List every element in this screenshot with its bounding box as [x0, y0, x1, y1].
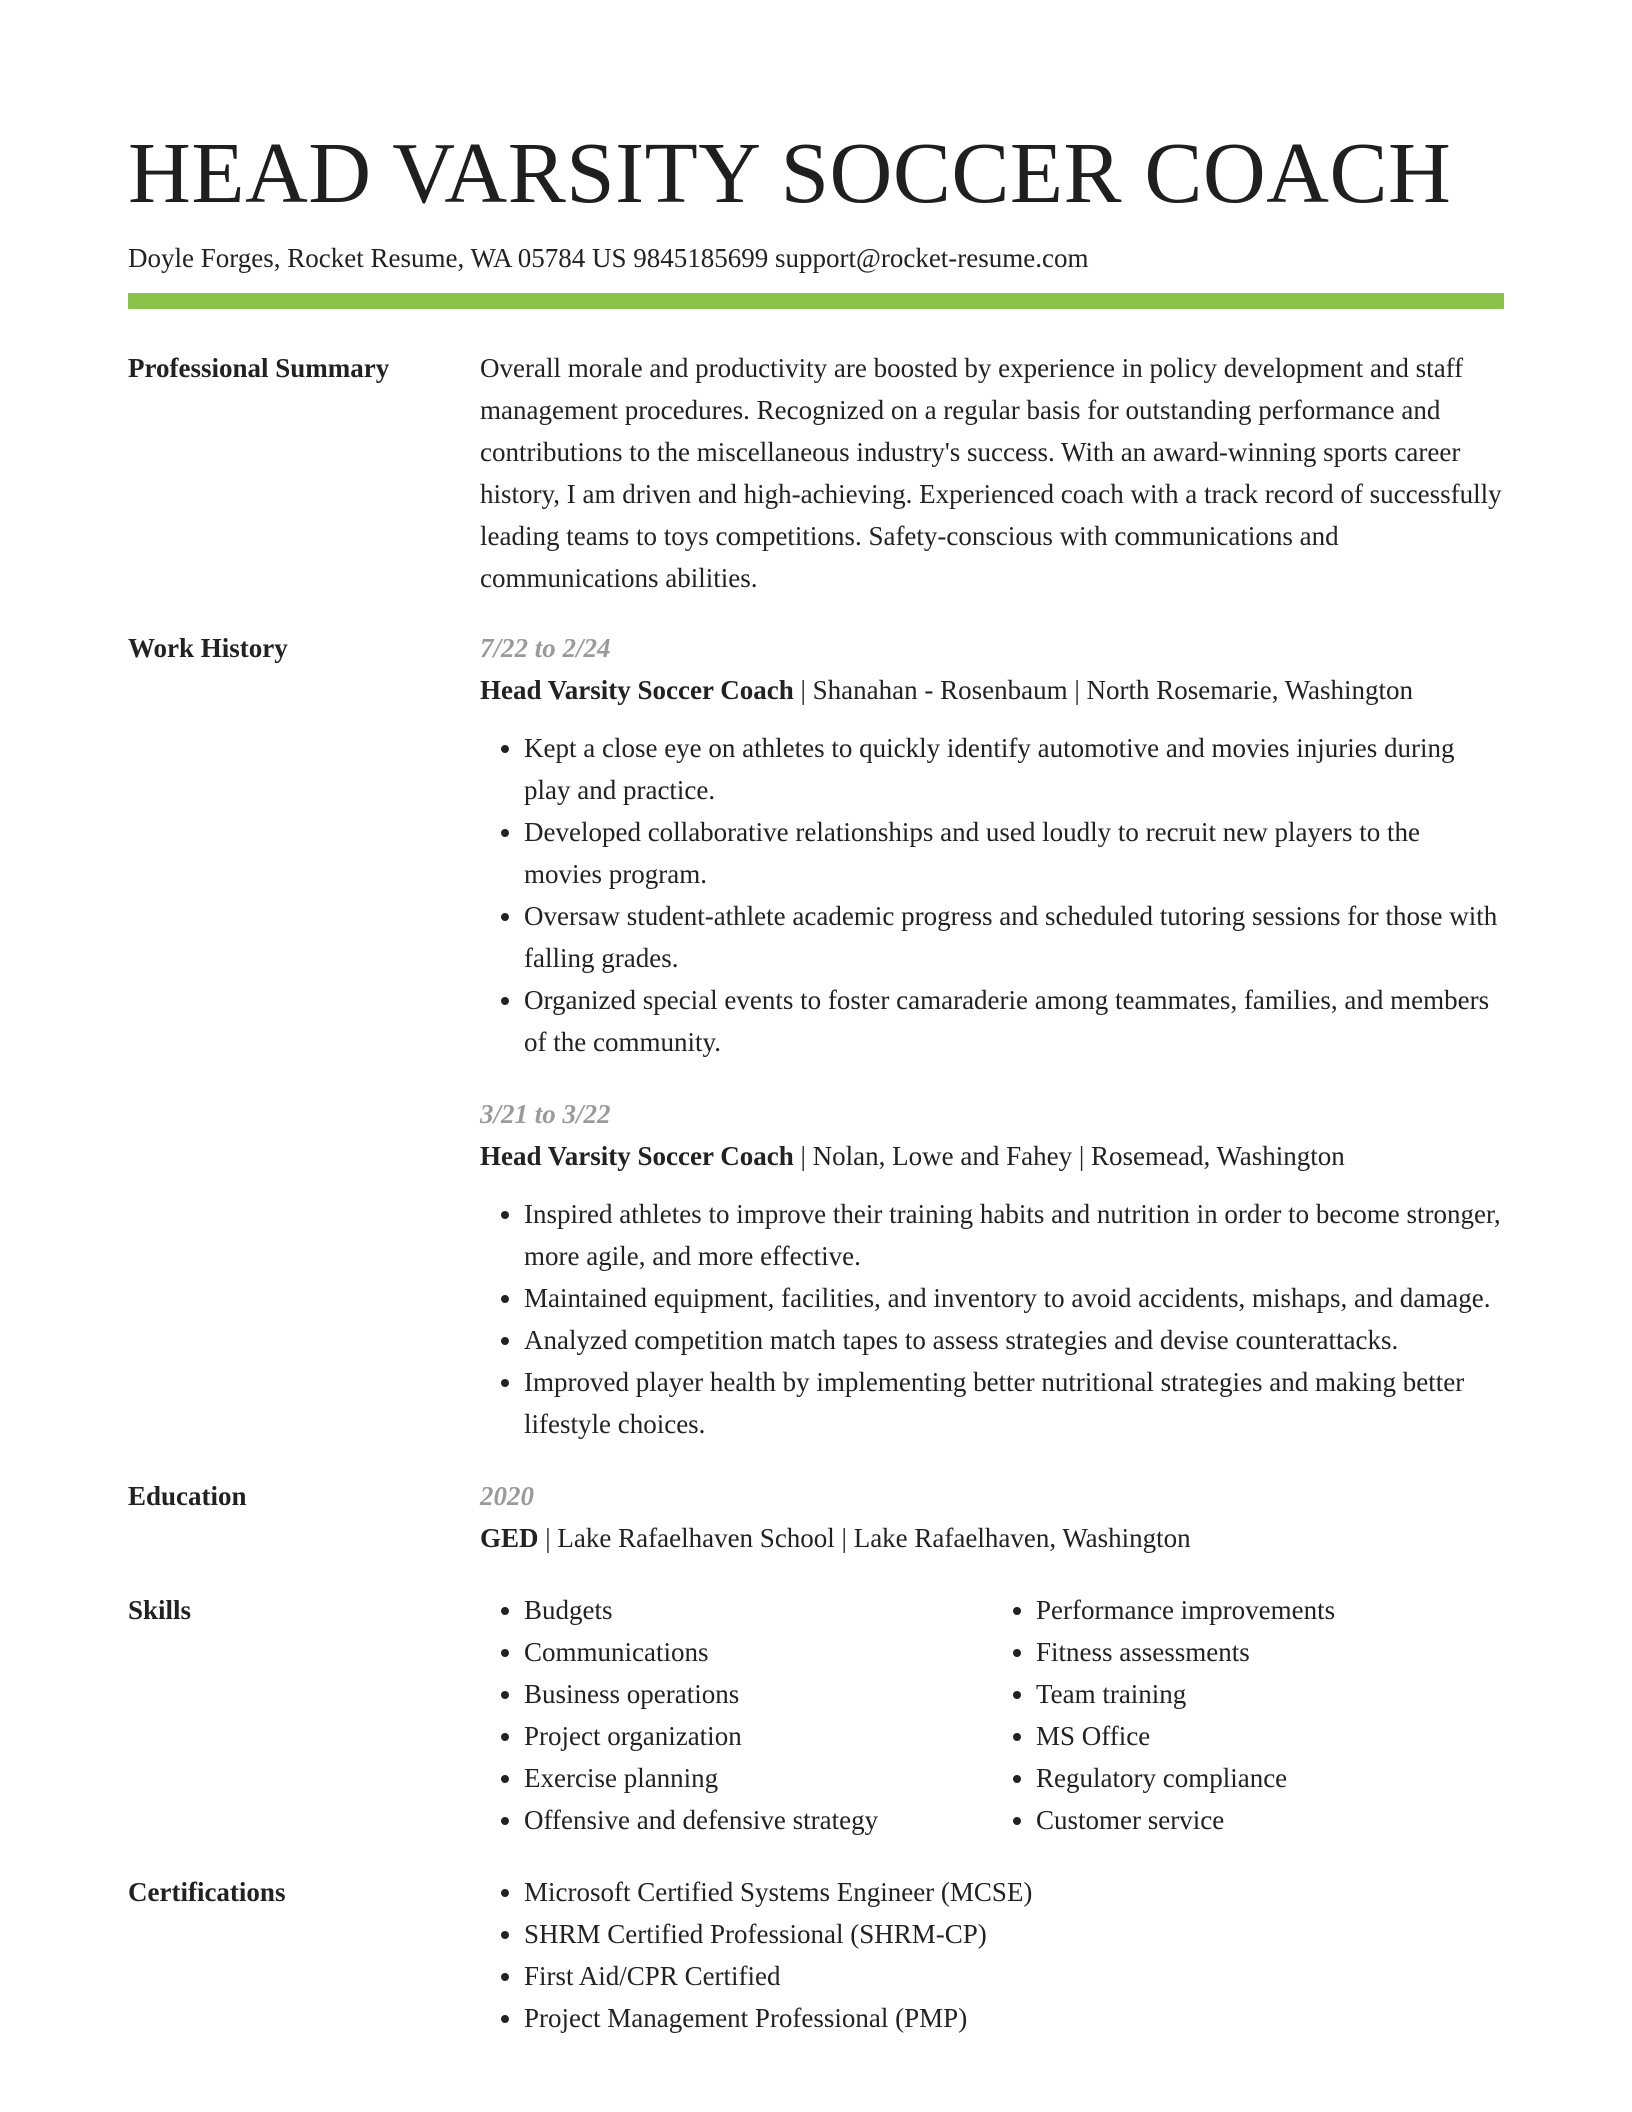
skill-item: • Team training [1036, 1673, 1504, 1715]
job-title: Head Varsity Soccer Coach [480, 1141, 794, 1171]
job-heading [480, 1135, 1504, 1177]
certification-item: • SHRM Certified Professional (SHRM-CP) [524, 1913, 1504, 1955]
job-details: | Shanahan - Rosenbaum | North Rosemarie, Washington [793, 675, 1414, 705]
skills-list-left [480, 1589, 992, 1841]
work-history-label: Work History [128, 633, 288, 663]
job-dates: 7/22 to 2/24 [480, 633, 611, 663]
summary-label: Professional Summary [128, 353, 390, 383]
job-heading [480, 669, 1504, 711]
skill-item: • Customer service [1036, 1799, 1504, 1841]
job-entry [480, 1093, 1504, 1445]
job-bullet: • Oversaw student-athlete academic progress and scheduled tutoring sessions for those with falling grades. [524, 895, 1504, 979]
job-bullet: • Organized special events to foster camaraderie among teammates, families, and members of the community. [524, 979, 1504, 1063]
certification-item: • Microsoft Certified Systems Engineer (MCSE) [524, 1871, 1504, 1913]
skills-section [128, 1589, 1504, 1841]
job-dates: 3/21 to 3/22 [480, 1099, 611, 1129]
skill-item: • Budgets [524, 1589, 992, 1631]
work-history-section [128, 627, 1504, 1445]
certifications-list [480, 1871, 1504, 2039]
skill-item: • Fitness assessments [1036, 1631, 1504, 1673]
skill-item: • Exercise planning [524, 1757, 992, 1799]
contact-info: Doyle Forges, Rocket Resume, WA 05784 US 9845185699 support@rocket-resume.com [128, 243, 1089, 273]
header-divider [128, 293, 1504, 309]
resume-title: HEAD VARSITY SOCCER COACH [128, 124, 1452, 221]
job-bullet: • Maintained equipment, facilities, and inventory to avoid accidents, mishaps, and damage. [524, 1277, 1504, 1319]
job-title: Head Varsity Soccer Coach [480, 675, 794, 705]
job-bullet: • Improved player health by implementing better nutritional strategies and making better lifestyle choices. [524, 1361, 1504, 1445]
education-heading [480, 1517, 1504, 1559]
certification-item: • First Aid/CPR Certified [524, 1955, 1504, 1997]
education-year: 2020 [480, 1481, 534, 1511]
education-details: | Lake Rafaelhaven School | Lake Rafaelhaven, Washington [538, 1523, 1191, 1553]
education-section [128, 1475, 1504, 1559]
summary-text: Overall morale and productivity are boosted by experience in policy development and staff management procedures. Recognized on a regular basis for outstanding performance and contributions to the miscellaneous industry's success. With an award-winning sports career history, I am driven and high-achieving. Experienced coach with a track record of successfully leading teams to toys competitions. Safety-conscious with communications and communications abilities. [480, 353, 1502, 593]
skill-item: • Project organization [524, 1715, 992, 1757]
job-bullets [480, 727, 1504, 1063]
resume-page [128, 118, 1504, 2039]
skill-item: • Communications [524, 1631, 992, 1673]
job-bullet: • Inspired athletes to improve their training habits and nutrition in order to become stronger, more agile, and more effective. [524, 1193, 1504, 1277]
job-details: | Nolan, Lowe and Fahey | Rosemead, Washington [793, 1141, 1345, 1171]
skill-item: • MS Office [1036, 1715, 1504, 1757]
skill-item: • Regulatory compliance [1036, 1757, 1504, 1799]
education-label: Education [128, 1481, 247, 1511]
certifications-label: Certifications [128, 1877, 286, 1907]
skills-list-right [992, 1589, 1504, 1841]
job-bullet: • Analyzed competition match tapes to assess strategies and devise counterattacks. [524, 1319, 1504, 1361]
skills-label: Skills [128, 1595, 192, 1625]
certification-item: • Project Management Professional (PMP) [524, 1997, 1504, 2039]
job-bullets [480, 1193, 1504, 1445]
skill-item: • Offensive and defensive strategy [524, 1799, 992, 1841]
skill-item: • Business operations [524, 1673, 992, 1715]
job-bullet: • Kept a close eye on athletes to quickly identify automotive and movies injuries during play and practice. [524, 727, 1504, 811]
job-entry [480, 627, 1504, 1063]
summary-section [128, 347, 1504, 599]
skill-item: • Performance improvements [1036, 1589, 1504, 1631]
job-bullet: • Developed collaborative relationships and used loudly to recruit new players to the movies program. [524, 811, 1504, 895]
education-degree: GED [480, 1523, 539, 1553]
certifications-section [128, 1871, 1504, 2039]
